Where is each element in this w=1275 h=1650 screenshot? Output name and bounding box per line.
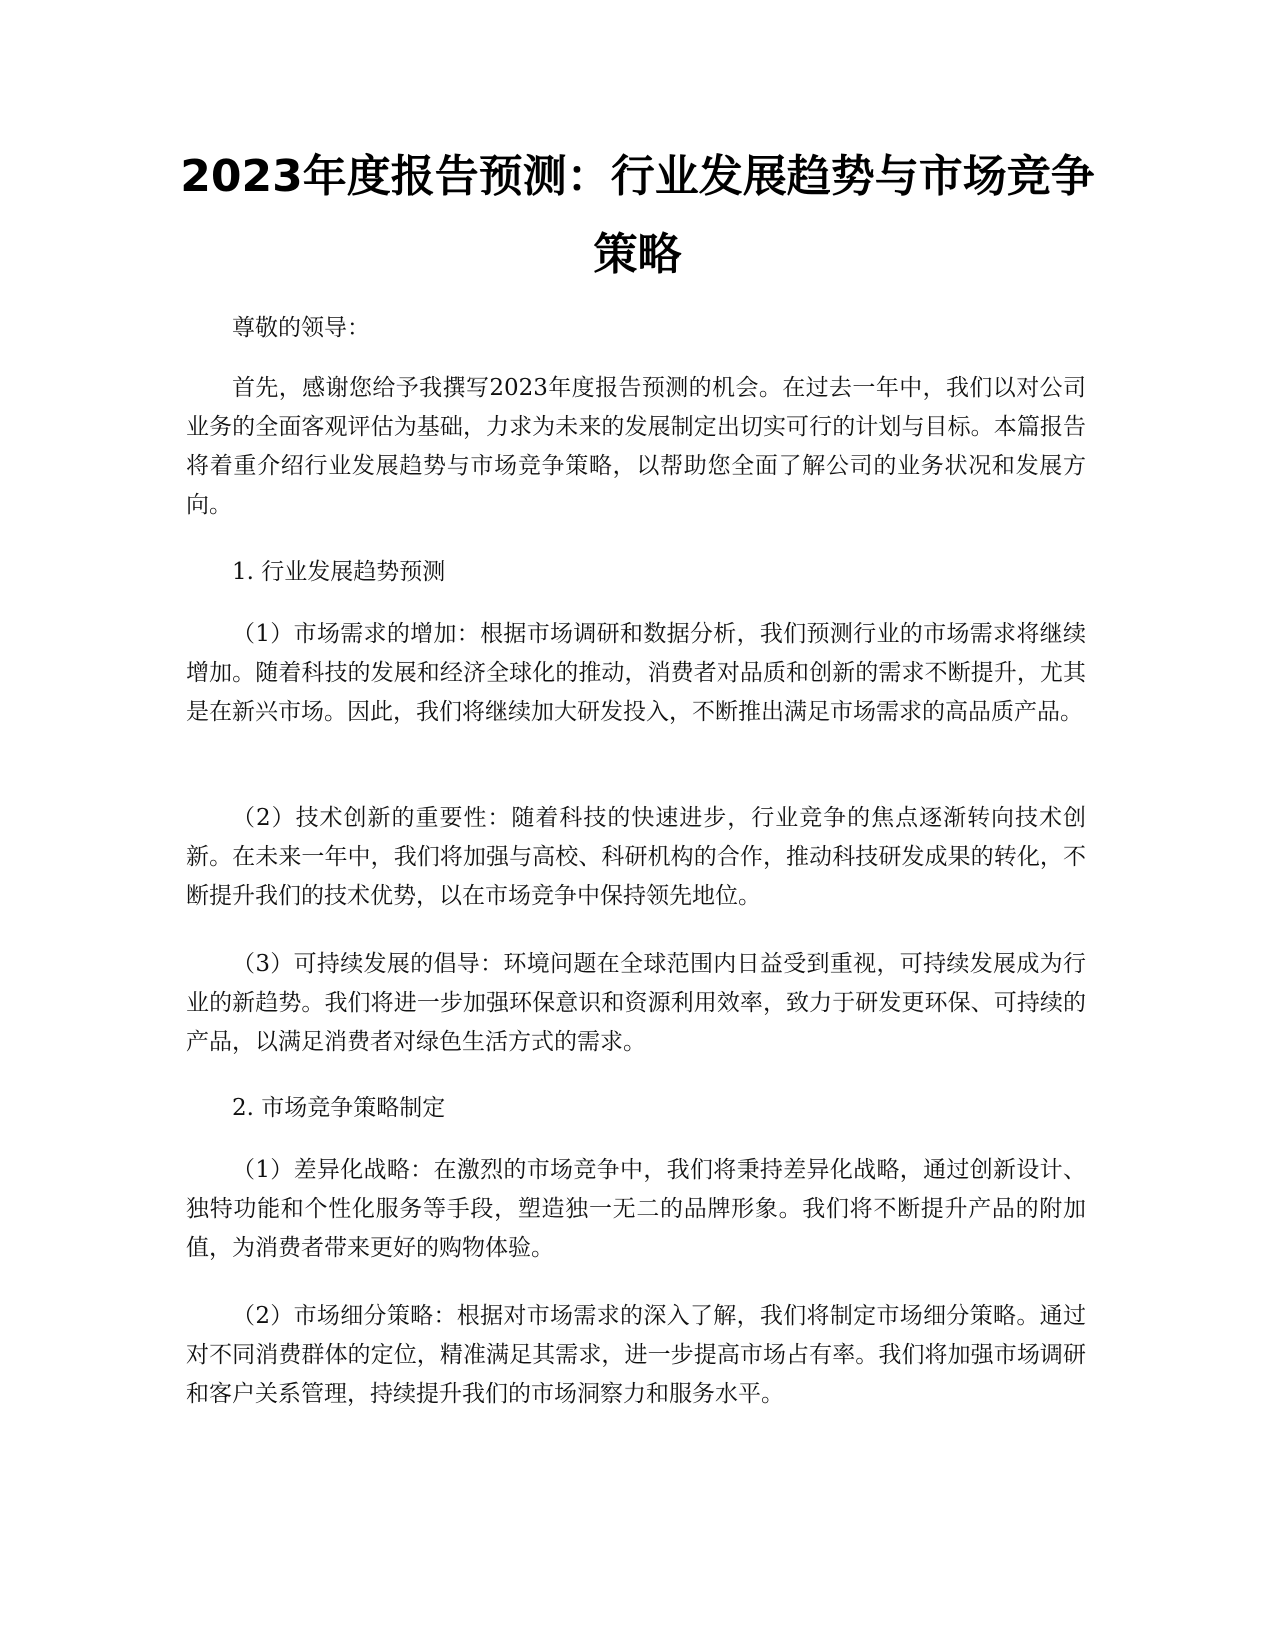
document-title: 2023年度报告预测：行业发展趋势与市场竞争策略	[180, 151, 1095, 280]
section1-heading: 1. 行业发展趋势预测	[232, 559, 446, 585]
section2-paragraph-1: （1）差异化战略：在激烈的市场竞争中，我们将秉持差异化战略，通过创新设计、独特功能和个性化服务等手段，塑造独一无二的品牌形象。我们将不断提升产品的附加值，为消费者带来更好的购物体验。	[186, 1157, 1086, 1261]
section2-paragraph-2: （2）市场细分策略：根据对市场需求的深入了解，我们将制定市场细分策略。通过对不同消费群体的定位，精准满足其需求，进一步提高市场占有率。我们将加强市场调研和客户关系管理，持续提升我们的市场洞察力和服务水平。	[186, 1303, 1086, 1407]
salutation: 尊敬的领导：	[232, 315, 370, 341]
intro-paragraph: 首先，感谢您给予我撰写2023年度报告预测的机会。在过去一年中，我们以对公司业务的全面客观评估为基础，力求为未来的发展制定出切实可行的计划与目标。本篇报告将着重介绍行业发展趋势与市场竞争策略，以帮助您全面了解公司的业务状况和发展方向。	[186, 375, 1086, 518]
section2-heading: 2. 市场竞争策略制定	[232, 1095, 446, 1121]
section1-paragraph-1: （1）市场需求的增加：根据市场调研和数据分析，我们预测行业的市场需求将继续增加。随着科技的发展和经济全球化的推动，消费者对品质和创新的需求不断提升，尤其是在新兴市场。因此，我们将继续加大研发投入，不断推出满足市场需求的高品质产品。	[186, 621, 1086, 725]
section1-paragraph-3: （3）可持续发展的倡导：环境问题在全球范围内日益受到重视，可持续发展成为行业的新趋势。我们将进一步加强环保意识和资源利用效率，致力于研发更环保、可持续的产品，以满足消费者对绿色生活方式的需求。	[186, 951, 1086, 1055]
section1-paragraph-2: （2）技术创新的重要性：随着科技的快速进步，行业竞争的焦点逐渐转向技术创新。在未来一年中，我们将加强与高校、科研机构的合作，推动科技研发成果的转化，不断提升我们的技术优势，以在市场竞争中保持领先地位。	[186, 805, 1086, 909]
